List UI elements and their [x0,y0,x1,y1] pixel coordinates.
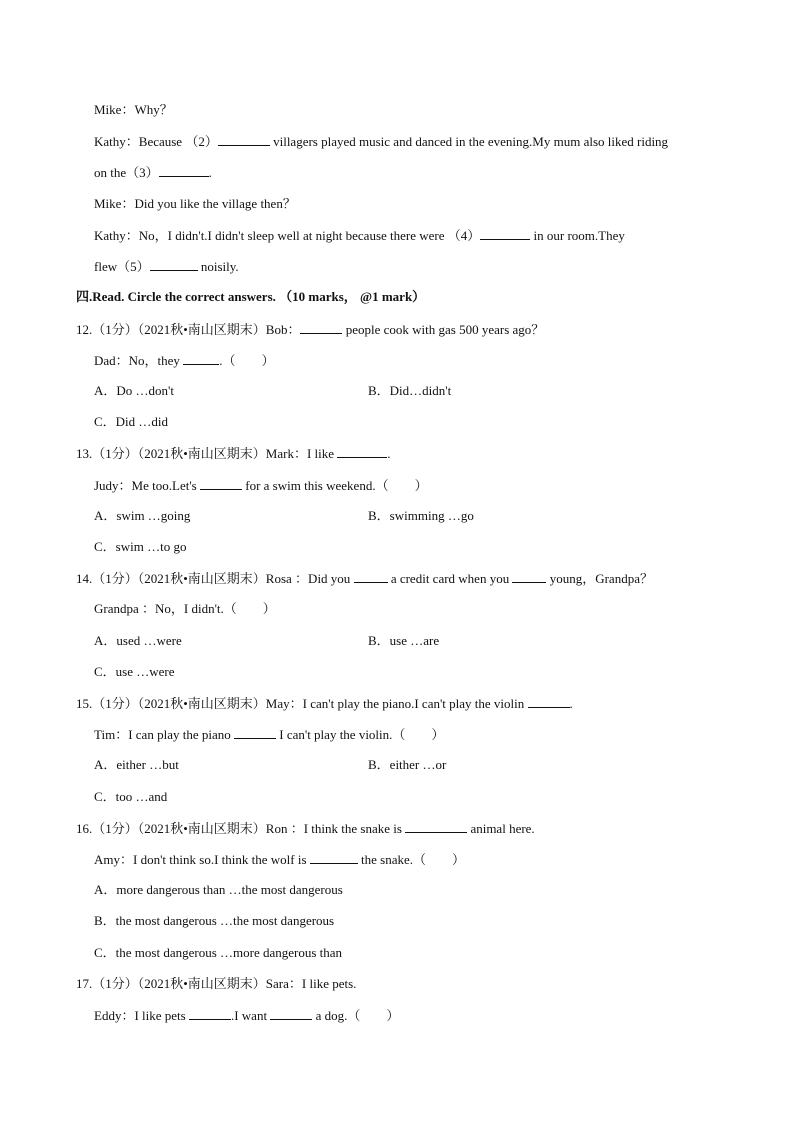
dialogue-text: in our room.They [530,228,625,243]
dialogue-line [94,227,625,244]
section-heading: 四.Read. Circle the correct answers. （10 marks， @1 mark） [76,289,426,304]
answer-blank[interactable] [354,570,388,583]
dialogue-text: . [208,165,212,180]
question-text: 14.（1分）（2021秋•南山区期末）Rosa ：Did you [76,571,354,586]
dialogue-text: Mike：Did you like the village then？ [94,196,296,211]
question-stem [76,820,535,837]
option-c[interactable]: C．the most dangerous …more dangerous than [94,945,343,960]
option-b[interactable]: B．use …are [368,633,440,648]
answer-blank[interactable] [310,851,358,864]
option-b[interactable]: B．swimming …go [368,508,474,523]
question-reply [94,352,274,369]
answer-blank[interactable] [512,570,546,583]
answer-blank[interactable] [150,258,198,271]
question-stem [76,570,653,587]
dialogue-line [94,102,173,118]
question-text: animal here. [467,821,535,836]
answer-blank[interactable] [218,133,270,146]
question-text: Amy：I don't think so.I think the wolf is [94,852,310,867]
option-b[interactable]: B．the most dangerous …the most dangerous [94,913,335,928]
dialogue-line [94,164,212,181]
option-b[interactable]: B．either …or [368,757,447,772]
question-text: .I want [230,1008,271,1023]
question-text: 17.（1分）（2021秋•南山区期末）Sara：I like pets. [76,976,357,991]
answer-blank[interactable] [405,820,467,833]
answer-blank[interactable] [480,227,530,240]
dialogue-line [94,133,668,150]
dialogue-text: noisily. [197,259,239,274]
question-stem [76,976,356,992]
question-text: people cook with gas 500 years ago？ [342,322,545,337]
question-text: Judy：Me too.Let's [94,478,200,493]
question-reply [94,601,276,617]
question-text: . [387,446,391,461]
question-text: Eddy：I like pets [94,1008,189,1023]
answer-blank[interactable] [337,445,387,458]
question-text: 12.（1分）（2021秋•南山区期末）Bob： [76,322,301,337]
question-text: 15.（1分）（2021秋•南山区期末）May：I can't play the piano.I can't play the violin [76,696,528,711]
option-a[interactable]: A．more dangerous than …the most dangerous [94,882,343,897]
question-reply [94,477,428,494]
dialogue-text: on the（3） [94,165,159,180]
question-reply [94,1007,399,1024]
question-text: a credit card when you [387,571,513,586]
answer-blank[interactable] [159,164,209,177]
question-text: Dad：No，they [94,353,184,368]
question-stem [76,321,544,338]
dialogue-text: flew（5） [94,259,150,274]
option-a[interactable]: A．swim …going [94,508,191,523]
answer-blank[interactable] [270,1007,312,1020]
answer-blank[interactable] [200,477,242,490]
question-stem [76,445,391,462]
question-text: a dog.（ ） [312,1008,400,1023]
option-b[interactable]: B．Did…didn't [368,383,452,398]
dialogue-line [94,258,239,275]
question-text: young，Grandpa？ [546,571,653,586]
answer-blank[interactable] [234,726,276,739]
dialogue-text: Mike：Why？ [94,102,173,117]
question-text: 16.（1分）（2021秋•南山区期末）Ron ：I think the snake is [76,821,406,836]
question-text: I can't play the violin.（ ） [275,727,445,742]
question-text: Tim：I can play the piano [94,727,234,742]
option-c[interactable]: C．swim …to go [94,539,187,554]
answer-blank[interactable] [300,321,342,334]
option-c[interactable]: C．too …and [94,789,168,804]
question-stem [76,695,573,712]
option-c[interactable]: C．Did …did [94,414,169,429]
question-text: 13.（1分）（2021秋•南山区期末）Mark：I like [76,446,338,461]
option-a[interactable]: A．either …but [94,757,179,772]
question-reply [94,726,444,743]
dialogue-text: Kathy：Because （2） [94,134,218,149]
option-a[interactable]: A．Do …don't [94,383,174,398]
question-text: Grandpa ：No，I didn't.（ ） [94,601,276,616]
question-text: for a swim this weekend.（ ） [241,478,428,493]
dialogue-text: villagers played music and danced in the evening.My mum also liked riding [269,134,669,149]
dialogue-line [94,196,296,212]
question-text: . [569,696,573,711]
option-c[interactable]: C．use …were [94,664,175,679]
dialogue-text: Kathy：No，I didn't.I didn't sleep well at night because there were （4） [94,228,481,243]
option-a[interactable]: A．used …were [94,633,182,648]
answer-blank[interactable] [528,695,570,708]
question-text: the snake.（ ） [357,852,465,867]
question-reply [94,851,465,868]
question-text: .（ ） [219,353,275,368]
answer-blank[interactable] [189,1007,231,1020]
answer-blank[interactable] [183,352,219,365]
